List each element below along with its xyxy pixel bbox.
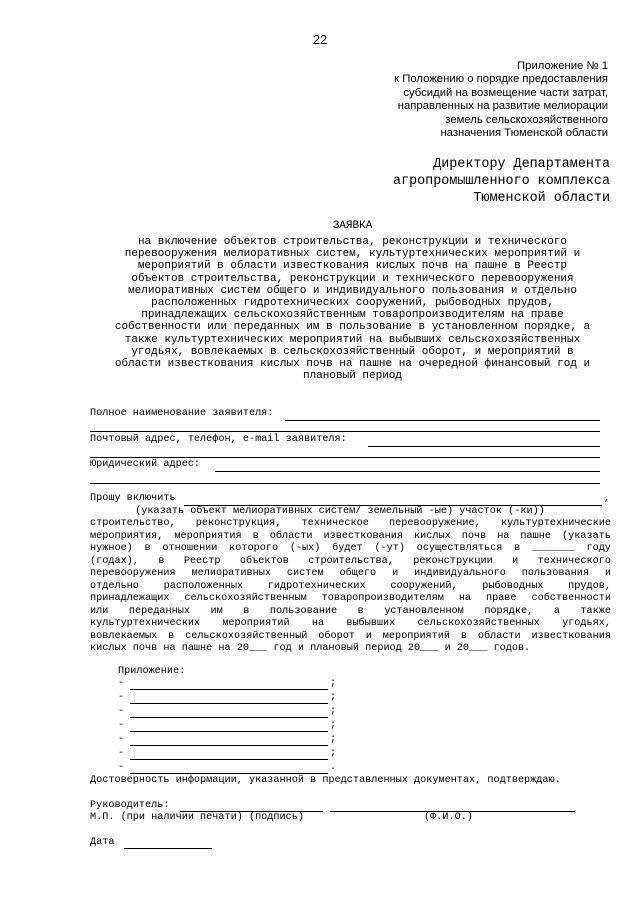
word: в [158, 555, 165, 567]
word: нужное) [90, 543, 133, 554]
word: сельскохозяйственных [417, 618, 540, 629]
word: в [144, 543, 151, 554]
word: им [210, 605, 223, 617]
word: в [514, 543, 521, 554]
attachment-dash: - [118, 692, 125, 703]
appendix-header [394, 60, 608, 140]
paragraph-line [90, 518, 611, 531]
attachment-dash: - [118, 748, 125, 759]
word: (годах), [90, 555, 139, 567]
word: собственности [531, 593, 611, 604]
addressee-line: агропромышленного комплекса [393, 174, 610, 189]
word: установленном [384, 605, 464, 617]
attachment-field[interactable] [130, 773, 328, 774]
word: в [168, 630, 175, 642]
applicant-name-field-continued[interactable] [90, 431, 600, 432]
word: мелиоративных [191, 568, 271, 579]
request-hint: (указать объект мелиоративных систем/ земельный -ые) участок (-ки)) [135, 506, 545, 517]
word: культуртехнических [90, 618, 201, 629]
word: реконструкции [413, 555, 493, 567]
word: почв [461, 530, 487, 542]
attachment-dash: - [118, 678, 125, 689]
word: вовлекаемых [90, 630, 158, 642]
paragraph-line [90, 618, 611, 631]
year-line: кислых почв на пашне на 20___ год и плановый период 20___ и 20___ годов. [90, 643, 531, 654]
date-field[interactable] [124, 848, 212, 849]
word: угодьях, [562, 618, 611, 629]
word: в [252, 530, 259, 542]
word: отношении [162, 543, 218, 554]
subtitle-line: расположенных гидротехнических сооружений, рыбоводных прудов, [151, 297, 554, 310]
attachment-field[interactable] [130, 717, 328, 718]
word: в [357, 605, 364, 617]
attachment-field[interactable] [130, 731, 328, 732]
addressee-line: Тюменской области [473, 191, 610, 206]
legal-address-field-continued[interactable] [90, 483, 600, 484]
legal-address-field[interactable] [215, 471, 600, 472]
word: мероприятий [222, 618, 290, 629]
word: на [497, 530, 510, 542]
postal-address-label: Почтовый адрес, телефон, e-mail заявителя: [90, 434, 347, 445]
word: пользования [521, 568, 589, 579]
word: сооружений, [390, 580, 458, 592]
subtitle-line: объектов строительства, реконструкции и технического перевооружения [131, 272, 574, 285]
word: общего [339, 568, 377, 579]
word: перевооружения [90, 568, 176, 579]
word: индивидуального [414, 568, 506, 579]
word: пашне [520, 530, 551, 542]
word: области [477, 630, 521, 642]
word: технического [537, 555, 611, 567]
word: а [553, 605, 560, 617]
paragraph-line [90, 531, 611, 544]
word: осуществляться [416, 543, 503, 554]
word: и [365, 630, 372, 642]
document-title: ЗАЯВКА [332, 220, 373, 232]
word: мероприятия, [90, 530, 164, 542]
word: (-ых) [289, 543, 321, 554]
appendix-line: к Положению о порядке предоставления [394, 73, 608, 86]
word: которого [229, 543, 279, 554]
attachment-end: . [330, 762, 337, 773]
legal-address-label: Юридический адрес: [90, 459, 201, 470]
attachment-end: ; [330, 720, 337, 731]
subtitle-line: собственности или переданных им в пользование в установленном порядке, а [114, 321, 591, 334]
attachment-field[interactable] [130, 745, 328, 746]
word: на [311, 618, 325, 629]
word: известкования [531, 630, 611, 642]
addressee-block [393, 156, 610, 207]
subtitle-line: угодьях, вовлекаемых в сельскохозяйственный оборот, и мероприятий в [131, 345, 574, 358]
applicant-name-label: Полное наименование заявителя: [90, 408, 274, 419]
word: мероприятий [382, 630, 451, 642]
subtitle-line: на включение объектов строительства, реконструкции и технического [137, 236, 568, 248]
subtitle-line: также культуртехнических мероприятий на выбывших сельскохозяйственных [124, 333, 581, 346]
word: и [392, 568, 399, 579]
year-blank[interactable]: _______ [531, 543, 575, 554]
word: отдельно [90, 580, 139, 592]
addressee-line: Директору Департамента [433, 157, 610, 172]
attachment-field[interactable] [130, 759, 328, 760]
paragraph-line [90, 593, 611, 606]
attachment-dash: - [118, 706, 125, 717]
subtitle-line: мероприятий в области известкования кислых почв на пашне в Реестр [137, 260, 568, 273]
appendix-line: земель сельскохозяйственного [445, 113, 608, 126]
word: строительства, [308, 555, 394, 567]
attachment-end: ; [330, 678, 337, 689]
paragraph-line [90, 556, 611, 569]
word: (указать [562, 530, 611, 542]
word: товаропроизводителям [321, 593, 444, 604]
word: техническое [301, 518, 369, 529]
attachment-end: ; [330, 734, 337, 745]
word: на [458, 593, 472, 604]
paragraph-line [90, 581, 611, 594]
appendix-line: субсидий на возмещение части затрат, [403, 86, 608, 99]
word: порядке, [484, 605, 534, 617]
word: строительство, [90, 518, 176, 529]
attachment-dash: - [118, 734, 125, 745]
appendix-line: направленных на развитие мелиорации [397, 100, 608, 113]
paragraph-line [90, 568, 611, 581]
attachment-field[interactable] [130, 689, 328, 690]
request-prefix: Прошу включить [90, 493, 176, 504]
word: и [512, 555, 519, 567]
word: переданных [128, 605, 190, 617]
page-number: 22 [312, 32, 328, 47]
word: культуртехнические [500, 518, 611, 529]
fio-label: (Ф.И.О.) [424, 812, 473, 823]
appendix-line: Приложение № 1 [517, 60, 608, 72]
word: в [460, 630, 467, 642]
word: рыбоводных [482, 580, 544, 592]
word: году [586, 543, 611, 554]
word: праве [485, 593, 517, 604]
paragraph-line [90, 606, 611, 619]
paragraph-line [90, 543, 611, 556]
attachment-end: ; [330, 706, 337, 717]
word: в [243, 605, 250, 617]
word: мероприятия [174, 530, 242, 542]
subtitle-line: перевооружения мелиоративных систем, культуртехнических мероприятий и [124, 248, 581, 261]
request-paragraph [90, 518, 611, 656]
subtitle-line: принадлежащих сельскохозяйственным товаропроизводителям на праве [141, 309, 564, 322]
word: известкования [323, 530, 404, 542]
word: принадлежащих [90, 593, 170, 604]
word: гидротехнических [267, 580, 366, 592]
attachment-end: ; [330, 748, 337, 759]
applicant-name-field[interactable] [285, 420, 600, 421]
word: систем [286, 568, 324, 579]
subtitle-line: плановый период [302, 370, 403, 383]
word: выбывших [346, 618, 396, 629]
postal-address-field-continued[interactable] [90, 457, 600, 458]
word: оборот [318, 630, 355, 642]
confirmation-text: Достоверность информации, указанной в представленных документах, подтверждаю. [90, 775, 561, 786]
paragraph-line [90, 631, 611, 644]
word: перевооружение, [389, 518, 481, 529]
word: реконструкция, [195, 518, 282, 529]
word: и [604, 568, 611, 579]
word: области [269, 530, 313, 542]
paragraph-line [90, 643, 611, 656]
appendix-line: назначения Тюменской области [440, 127, 608, 140]
head-label: Руководитель: [90, 800, 170, 811]
word: расположенных [163, 580, 244, 592]
attachment-dash: - [118, 720, 125, 731]
subtitle-line: области известкования кислых почв на пашне на очередной финансовый год и [114, 358, 591, 371]
stamp-line: М.П. (при наличии печати) (подпись) [90, 812, 304, 823]
word: также [580, 605, 611, 617]
word: Реестр [183, 555, 221, 567]
attachment-dash: - [118, 762, 125, 773]
attachments-label: Приложение: [118, 666, 186, 677]
word: (-ут) [374, 543, 406, 554]
request-comma: , [604, 493, 611, 504]
word: пользование [269, 605, 338, 617]
date-label: Дата [90, 837, 115, 848]
subtitle-line: мелиоративных систем общего и индивидуального пользования и отдельно [128, 284, 577, 297]
word: объектов [239, 555, 289, 567]
attachment-field[interactable] [130, 703, 328, 704]
document-subtitle [90, 236, 615, 382]
word: сельскохозяйственный [185, 630, 308, 642]
postal-address-field[interactable] [368, 446, 600, 447]
word: кислых [414, 530, 451, 542]
word: или [90, 605, 109, 617]
word: будет [332, 543, 363, 554]
word: прудов, [568, 580, 611, 592]
attachment-end: ; [330, 692, 337, 703]
word: сельскохозяйственным [184, 593, 307, 604]
